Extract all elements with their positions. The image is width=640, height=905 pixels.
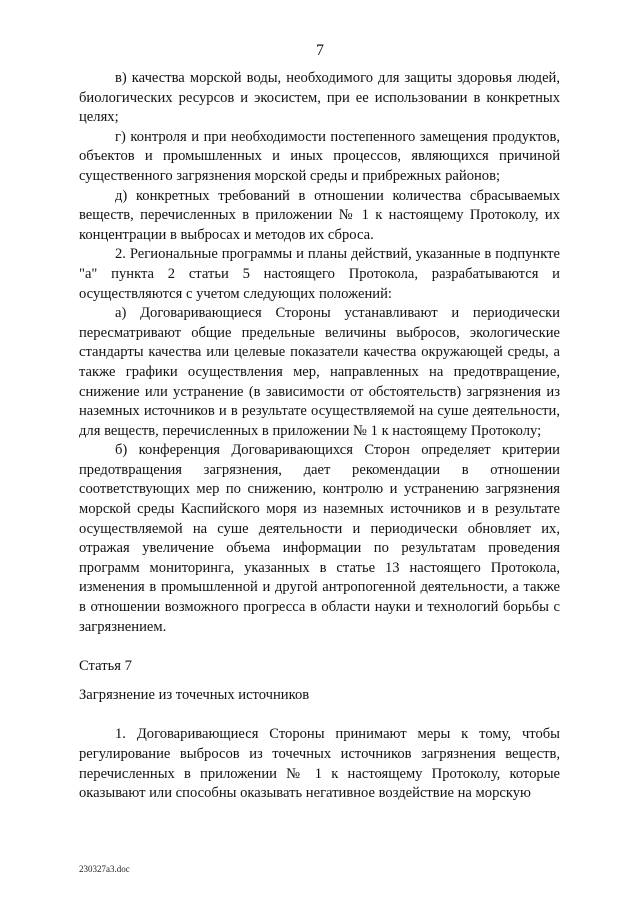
paragraph-d: д) конкретных требований в отношении количества сбрасываемых веществ, перечисленных в приложении № 1 к настоящему Протоколу, их концентрации в выбросах и методов их сброса. xyxy=(79,187,560,243)
document-body xyxy=(79,69,560,804)
paragraph-g: г) контроля и при необходимости постепенного замещения продуктов, объектов и промышленных и иных процессов, являющихся причиной существенного загрязнения морской среды и прибрежных районов; xyxy=(79,128,560,184)
article-paragraph-1: 1. Договаривающиеся Стороны принимают меры к тому, чтобы регулирование выбросов из точечных источников загрязнения веществ, перечисленных в приложении № 1 к настоящему Протоколу, которые оказывают или способны оказывать негативное воздействие на морскую xyxy=(79,726,560,802)
paragraph-b: б) конференция Договаривающихся Сторон определяет критерии предотвращения загрязнения, дает рекомендации в отношении соответствующих мер по снижению, контролю и устранению загрязнения морской среды Каспийского моря из наземных источников и в результате осуществляемой на суше деятельности и периодически обновляет их, отражая увеличение объема информации по результатам проведения программ мониторинга, указанных в статье 13 настоящего Протокола, изменения в промышленной и другой антропогенной деятельности, а также в отношении возможного прогресса в области науки и технологий борьбы с загрязнением. xyxy=(79,442,560,635)
article-subtitle: Загрязнение из точечных источников xyxy=(79,686,310,703)
file-name-footer: 230327a3.doc xyxy=(79,864,130,874)
article-title: Статья 7 xyxy=(79,658,132,675)
page-number: 7 xyxy=(316,42,324,59)
paragraph-v: в) качества морской воды, необходимого для защиты здоровья людей, биологических ресурсов и экосистем, при ее использовании в конкретных целях; xyxy=(79,70,560,126)
paragraph-a: а) Договаривающиеся Стороны устанавливают и периодически пересматривают общие предельные величины выбросов, экологические стандарты качества или целевые показатели качества окружающей среды, а также графики осуществления мер, направленных на предотвращение, снижение или устранение (в зависимости от обстоятельств) загрязнения из наземных источников и в результате осуществляемой на суше деятельности, для веществ, перечисленных в приложении № 1 к настоящему Протоколу; xyxy=(79,305,560,439)
paragraph-2: 2. Региональные программы и планы действий, указанные в подпункте "а" пункта 2 статьи 5 настоящего Протокола, разрабатываются и осуществляются с учетом следующих положений: xyxy=(79,246,560,302)
